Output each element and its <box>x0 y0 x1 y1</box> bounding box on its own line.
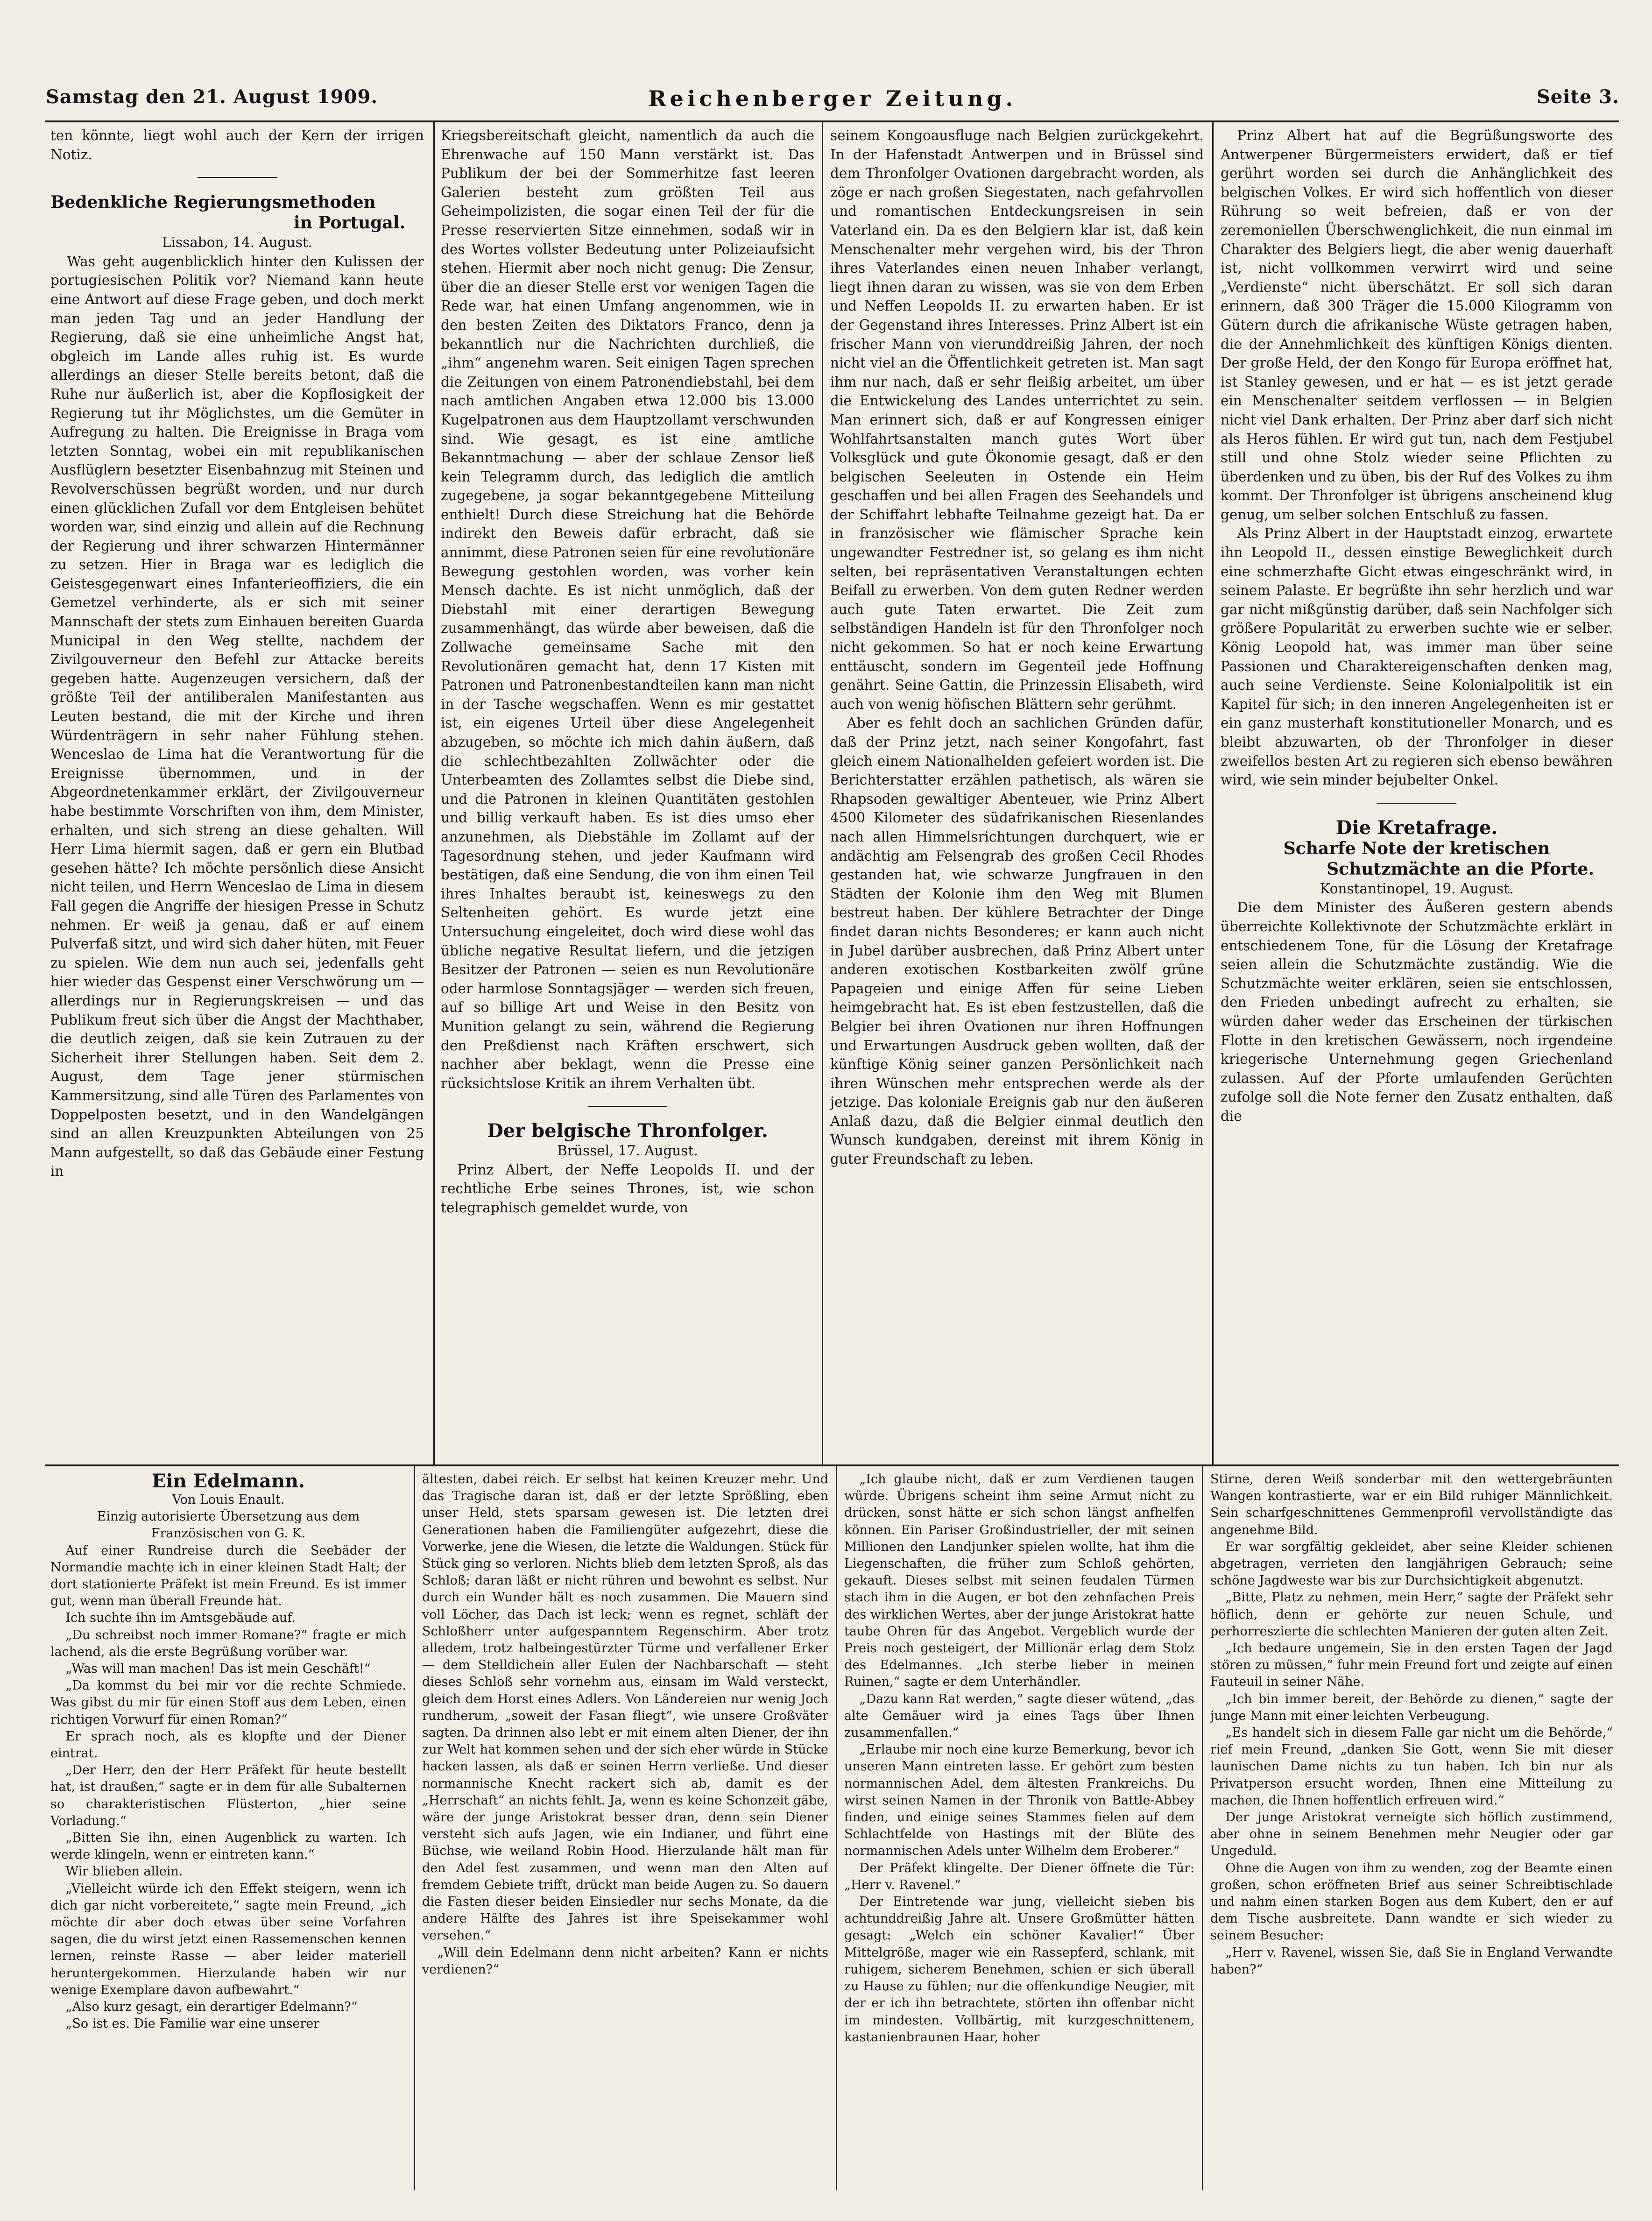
story-paragraph: Wir blieben allein. <box>65 1864 183 1879</box>
story-paragraph: „Also kurz gesagt, ein derartiger Edelmann?“ <box>65 2000 358 2015</box>
column-rule <box>1202 1466 1203 2190</box>
newspaper-name: Reichenberger Zeitung. <box>648 86 1017 111</box>
article-paragraph: Kriegsbereitschaft gleicht, namentlich da auch die Ehrenwache auf 150 Mann verstärkt ist. Das Publikum der bei der Sommerhitze fast leeren Galerien besteht zum größten Teil aus Geheimpolizisten, die sogar einen Teil der für die Presse reservierten Sitze einnehmen, sodaß wir in des Wortes vollster Bedeutung unter Polizeiaufsicht stehen. Hiermit aber noch nicht genug: Die Zensur, über die an dieser Stelle erst vor wenigen Tagen die Rede war, hat einen Umfang angenommen, wie in den besten Zeiten des Diktators Franco, denn ja bekanntlich nur die Nachrichten durchließ, die „ihm“ angenehm waren. Seit einigen Tagen sprechen die Zeitungen von einem Patronendiebstahl, bei dem nach amtlichen Angaben etwa 12.000 bis 13.000 Kugelpatronen aus dem Hauptzollamt verschwunden sind. Wie gesagt, es ist eine amtliche Bekanntmachung — aber der schlaue Zensor ließ kein Telegramm durch, das lediglich die amtlich zugegebene, ja sogar bekanntgegebene Mitteilung enthielt! Durch diese Streichung hat die Behörde indirekt den Beweis dafür erbracht, daß sie annimmt, diese Patronen seien für eine revolutionäre Bewegung gestohlen worden, was vorher kein Mensch dachte. Es ist nicht unmöglich, daß der Diebstahl mit einer derartigen Bewegung zusammenhängt, das würde aber beweisen, daß die Zollwache gemeinsame Sache mit den Revolutionären gemacht hat, denn 17 Kisten mit Patronen und Patronenbestandteilen kann man nicht in der Tasche wegschaffen. Wenn es mir gestattet ist, ein eigenes Urteil über diese Angelegenheit abzugeben, so möchte ich mich dahin äußern, daß die schlechtbezahlten Zollwächter oder die Unterbeamten des Zollamtes selbst die Diebe sind, und die Patronen in kleinen Quantitäten gestohlen und billig verkauft haben. Es ist dies umso eher anzunehmen, als Diebstähle im Zollamt auf der Tagesordnung stehen, und jeder Kaufmann wird bestätigen, daß eine Sendung, die von ihm einen Teil ihres Inhaltes beraubt ist, keineswegs zu den Seltenheiten gehört. Es wurde jetzt eine Untersuchung eingeleitet, doch wird diese wohl das übliche negative Resultat liefern, und die jetzigen Besitzer der Patronen — seien es nun Revolutionäre oder harmlose Sonntagsjäger — werden sich freuen, auf so billige Art und Weise in den Besitz von Munition gelangt zu sein, während die Regierung den Preßdienst nach Kräften erschwert, sich nachher aber beklagt, wenn die Presse eine rücksichtslose Kritik an ihrem Verhalten übt. <box>441 127 814 1091</box>
article-paragraph: Die dem Minister des Äußeren gestern abends überreichte Kollektivnote der Schutzmächte erklärt in entschiedenem Tone, für die Lösung der Kretafrage seien allein die Schutzmächte zuständig. Wie die Schutzmächte weiter erklären, seien sie entschlossen, den Frieden unbedingt aufrecht zu erhalten, sie würden daher weder das Erscheinen der türkischen Flotte in den kretischen Gewässern, noch irgendeine kriegerische Unternehmung gegen Griechenland zulassen. Auf der Pforte umlaufenden Gerüchten zufolge soll die Note ferner den Zusatz enthalten, daß die <box>1221 899 1613 1124</box>
feuilleton-rule <box>45 1464 1619 1466</box>
story-paragraph: „Vielleicht würde ich den Effekt steigern, wenn ich dich gar nicht vorbereitete,“ sagte mein Freund, „ich möchte dir aber doch etwas über seine Vorfahren sagen, die du wirst jetzt einen Rassemenschen kennen lernen, reinste Rasse — aber leider materiell heruntergekommen. Hierzulande haben wir nur wenige Exemplare davon aufbewahrt.“ <box>50 1881 406 1997</box>
issue-date: Samstag den 21. August 1909. <box>46 86 378 108</box>
masthead <box>46 82 1619 120</box>
feuilleton-column-2 <box>422 1471 828 2190</box>
article-title: Bedenkliche Regierungsmethoden <box>50 192 376 212</box>
story-paragraph: Er sprach noch, als es klopfte und der Diener eintrat. <box>50 1729 406 1761</box>
column-rule <box>1212 122 1214 1464</box>
story-paragraph: „So ist es. Die Familie war eine unserer <box>65 2016 320 2031</box>
article-column-1 <box>50 126 424 1462</box>
story-paragraph: „Da kommst du bei mir vor die rechte Schmiede. Was gibst du mir für einen Stoff aus dem Leben, einen richtigen Vorwurf für einen Roman?“ <box>50 1678 406 1727</box>
article-subtitle-line2: Schutzmächte an die Pforte. <box>1327 859 1594 879</box>
story-paragraph: Er war sorgfältig gekleidet, aber seine Kleider schienen abgetragen, verrieten den langjährigen Gebrauch; seine schöne Jagdweste war bis zur Durchsichtigkeit abgenutzt. <box>1210 1539 1613 1588</box>
article-paragraph: Was geht augenblicklich hinter den Kulissen der portugiesischen Politik vor? Niemand kann heute eine Antwort auf diese Frage geben, und doch merkt man jeden Tag und an jeder Handlung der Regierung, daß sie eine unheimliche Angst hat, obgleich im Lande alles ruhig ist. Es wurde allerdings an dieser Stelle bereits betont, daß die Ruhe nur äußerlich ist, aber die Kopflosigkeit der Regierung tut ihr Möglichstes, um die Gemüter in Aufregung zu halten. Die Ereignisse in Braga vom letzten Sonntag, wobei ein mit republikanischen Ausflüglern besetzter Eisenbahnzug mit Steinen und Revolverschüssen begrüßt worden, und nur durch einen glücklichen Zufall vor dem Entgleisen behütet worden war, sind einzig und allein auf die Rechnung der Regierung und ihrer schwarzen Hintermänner zu setzen. Hier in Braga war es lediglich die Geistesgegenwart eines Infanterieoffiziers, die ein Gemetzel verhinderte, als er sich mit seiner Mannschaft der stets zum Einhauen bereiten Guarda Municipal in den Weg stellte, nachdem der Zivilgouverneur den Befehl zur Attacke bereits gegeben hatte. Augenzeugen versichern, daß der größte Teil der antiliberalen Manifestanten aus Leuten bestand, die mit der Kirche und ihren Würdenträgern in sehr naher Fühlung stehen. Wenceslao de Lima hat die Verantwortung für die Ereignisse übernommen, und in der Abgeordnetenkammer erklärt, der Zivilgouverneur habe bestimmte Vorschriften von ihm, dem Minister, erhalten, und sich streng an diese gehalten. Will Herr Lima hiermit sagen, daß er gern ein Blutbad gesehen hätte? Ich möchte persönlich diese Ansicht nicht teilen, und Herrn Wenceslao de Lima in diesem Fall gegen die Angriffe der hiesigen Presse in Schutz nehmen. Er weiß ja genau, daß er auf einem Pulverfaß sitzt, und wird sich daher hüten, mit Feuer zu spielen. Wie dem nun auch sei, jedenfalls geht hier wieder das Gespenst einer Verschwörung um — allerdings nur in Regierungskreisen — und das Publikum freut sich über die Angst der Machthaber, die deutlich zeigen, daß sie kein Zutrauen zu der Sicherheit ihrer Stellungen haben. Seit dem 2. August, dem Tage jener stürmischen Kammersitzung, sind alle Türen des Parlamentes von Doppelposten besetzt, und in den Wandelgängen sind an allen Kreuzpunkten Abteilungen von 25 Mann aufgestellt, so daß das Gebäude einer Festung in <box>50 253 424 1180</box>
separator <box>1377 803 1456 804</box>
feuilleton-author: Von Louis Enault. <box>172 1492 285 1507</box>
column-rule <box>822 122 823 1464</box>
article-column-3 <box>830 126 1204 1462</box>
dateline: Konstantinopel, 19. August. <box>1320 880 1514 897</box>
story-paragraph: „Du schreibst noch immer Romane?“ fragte er mich lachend, als die erste Begrüßung vorüber war. <box>50 1627 406 1659</box>
feuilleton-title: Ein Edelmann. <box>151 1471 305 1492</box>
column-rule <box>836 1466 837 2190</box>
story-paragraph: Ohne die Augen von ihm zu wenden, zog der Beamte einen großen, schon eröffneten Brief aus seiner Schreibtischlade und nahm einen starken Bogen aus dem Kubert, den er auf dem Tische ausbreitete. Dann wandte er sich wieder zu seinem Besucher: <box>1210 1860 1613 1943</box>
feuilleton-column-4 <box>1210 1471 1613 2190</box>
story-paragraph: „Herr v. Ravenel, wissen Sie, daß Sie in England Verwandte haben?“ <box>1210 1945 1613 1977</box>
article-paragraph: Prinz Albert hat auf die Begrüßungsworte des Antwerpener Bürgermeisters erwidert, daß er tief gerührt worden sei durch die Anhänglichkeit des belgischen Volkes. Er wird sich hoffentlich von dieser Rührung so weit befreien, daß er von der zeremoniellen Überschwenglichkeit, die nun einmal im Charakter des Belgiers liegt, die aber wenig dauerhaft ist, nicht vollkommen verwirrt wird und seine „Verdienste“ nicht überschätzt. Er soll sich daran erinnern, daß 300 Träger die 15.000 Kilogramm von Gütern durch die afrikanische Wüste getragen haben, die der Annehmlichkeit des künftigen Königs dienten. Der große Held, der den Kongo für Europa eröffnet hat, ist Stanley gewesen, und er hat — es ist jetzt gerade ein Menschenalter seitdem verflossen — in Belgien nicht viel Dank erhalten. Der Prinz aber darf sich nicht als Heros fühlen. Er wird gut tun, nach dem Festjubel still und ohne Stolz wieder seine Pflichten zu überdenken und zu üben, bis der Ruf des Volkes zu ihm kommt. Der Thronfolger ist übrigens anscheinend klug genug, um selber solchen Entschluß zu fassen. <box>1221 127 1613 523</box>
story-paragraph: Der junge Aristokrat verneigte sich höflich zustimmend, aber ohne in seinem Benehmen mehr Neugier oder gar Ungeduld. <box>1210 1810 1613 1859</box>
article-paragraph: seinem Kongoausfluge nach Belgien zurückgekehrt. In der Hafenstadt Antwerpen und in Brüssel sind dem Thronfolger Ovationen dargebracht worden, als zöge er nach großen Siegestaten, nach gefahrvollen und romantischen Entdeckungsreisen in sein Vaterland ein. Da es den Belgiern klar ist, daß kein Menschenalter mehr vergehen wird, bis der Thron ihres Vaterlandes einen neuen Inhaber verlangt, liegt ihnen daran zu wissen, was sie von dem Erben und Neffen Leopolds II. zu erwarten haben. Er ist der Gegenstand ihres Interesses. Prinz Albert ist ein frischer Mann von vierunddreißig Jahren, der noch nicht viel an die Öffentlichkeit getreten ist. Man sagt ihm nur nach, daß er sehr fleißig arbeitet, um über die Entwickelung des Landes unterrichtet zu sein. Man erinnert sich, daß er auf Kongressen einiger Wohlfahrtsanstalten manch gutes Wort über Volksglück und gute Ökonomie gesagt, daß er den belgischen Seeleuten in Ostende ein Heim geschaffen und bei allen Fragen des Seehandels und der Schiffahrt lebhafte Teilnahme gezeigt hat. Da er in französischer wie flämischer Sprache kein ungewandter Festredner ist, so gelang es ihm nicht selten, bei repräsentativen Veranstaltungen echten Beifall zu erwerben. Von dem guten Redner werden auch gute Taten erwartet. Die Zeit zum selbständigen Handeln ist für den Thronfolger noch nicht gekommen. So hat er noch keine Erwartung enttäuscht, sondern im Gegenteil jede Hoffnung genährt. Seine Gattin, die Prinzessin Elisabeth, wird auch von wenig höfischen Blättern sehr gerühmt. <box>830 127 1204 712</box>
article-fragment: ten könnte, liegt wohl auch der Kern der irrigen Notiz. <box>50 127 424 163</box>
article-subtitle: Scharfe Note der kretischen <box>1283 838 1550 858</box>
article-title: Der belgische Thronfolger. <box>487 1120 768 1142</box>
column-rule <box>414 1466 415 2190</box>
story-paragraph: Ich suchte ihn im Amtsgebäude auf. <box>65 1611 296 1626</box>
story-paragraph: ältesten, dabei reich. Er selbst hat keinen Kreuzer mehr. Und das Tragische daran ist, daß er der letzte Sprößling, eben unser Held, stets sparsam gewesen ist. Die letzten drei Generationen haben die Familiengüter aufgezehrt, diese die Vorwerke, jene die Wiesen, die letzte die Waldungen. Stück für Stück ging so verloren. Nichts blieb dem letzten Sproß, als das Schloß; daran läßt er nicht rühren und bewohnt es selbst. Nur durch ein Wunder hält es noch zusammen. Die Mauern sind voll Löcher, das Dach ist leck; wenn es regnet, schläft der Schloßherr unter aufgespanntem Regenschirm. Aber trotz alledem, trotz halbeingestürzter Türme und verfallener Erker — dem Stelldichein aller Eulen der Nachbarschaft — steht dieses Schloß sehr vornehm aus, einsam im Wald versteckt, gleich dem Horst eines Adlers. Von Ländereien nur wenig Joch rundherum, „soweit der Fasan fliegt“, wie unsere Großväter sagten. Da drinnen also lebt er mit einem alten Diener, der ihn zur Welt hat kommen sehen und der sich eher würde in Stücke hacken lassen, als daß er seinen Herrn verließe. Und dieser normannische Knecht rackert sich ab, damit es der „Herrschaft“ an nichts fehlt. Ja, wenn es keine Schonzeit gäbe, wäre der junge Aristokrat besser dran, denn sein Diener versteht sich aufs Jagen, wie ein Indianer, und führt eine Büchse, wie weiland Robin Hood. Hierzulande hält man für den Adel fest zusammen, und wenn man den Alten auf fremdem Gebiete trifft, drückt man beide Augen zu. So dauern die Fasten dieser beiden Einsiedler nur sechs Monate, da die andere Hälfte des Jahres ist ihre Speisekammer wohl versehen.“ <box>422 1472 828 1943</box>
column-rule <box>433 122 435 1464</box>
story-paragraph: Stirne, deren Weiß sonderbar mit den wettergebräunten Wangen kontrastierte, war er ein Bild ruhiger Männlichkeit. Sein scharfgeschnittenes Gemmenprofil vervollständigte das angenehme Bild. <box>1210 1472 1613 1537</box>
feuilleton-column-1 <box>50 1471 406 2190</box>
story-paragraph: „Will dein Edelmann denn nicht arbeiten? Kann er nichts verdienen?“ <box>422 1945 828 1977</box>
story-paragraph: „Es handelt sich in diesem Falle gar nicht um die Behörde,“ rief mein Freund, „danken Sie Gott, wenn Sie mit dieser launischen Dame nichts zu tun haben. Ich bin nur als Privatperson ersucht worden, Ihnen eine Mitteilung zu machen, die Ihnen hoffentlich erfreuen wird.“ <box>1210 1726 1613 1808</box>
dateline: Lissabon, 14. August. <box>162 234 313 251</box>
story-paragraph: „Ich bedaure ungemein, Sie in den ersten Tagen der Jagd stören zu müssen,“ fuhr mein Freund fort und zeigte auf einen Fauteuil in seiner Nähe. <box>1210 1641 1613 1690</box>
story-paragraph: „Erlaube mir noch eine kurze Bemerkung, bevor ich unseren Mann eintreten lasse. Er gehört zum besten normannischen Adel, dem ältesten Frankreichs. Du wirst seinen Namen in der Thronik von Battle-Abbey finden, und einige seines Stammes fielen auf dem Schlachtfelde von Hastings mit der Blüte des normannischen Adels unter Wilhelm dem Eroberer.“ <box>844 1742 1194 1859</box>
story-paragraph: „Was will man machen! Das ist mein Geschäft!“ <box>65 1662 371 1676</box>
story-paragraph: „Dazu kann Rat werden,“ sagte dieser wütend, „das alte Gemäuer wird ja eines Tags über Ihnen zusammenfallen.“ <box>844 1691 1194 1740</box>
article-paragraph: Als Prinz Albert in der Hauptstadt einzog, erwartete ihn Leopold II., dessen einstige Beweglichkeit durch eine schmerzhafte Gicht etwas eingeschränkt wird, in seinem Palaste. Er begrüßte ihn sehr herzlich und war gar nicht mißgünstig darüber, daß sein Nachfolger sich größere Popularität zu erwerben suchte wie er selber. König Leopold hat, was immer man über seine Passionen und Charaktereigenschaften denken mag, auch seine Verdienste. Seine Kolonialpolitik ist ein Kapitel für sich; in den inneren Angelegenheiten ist er ein ganz musterhaft konstitutioneller Monarch, und es bleibt abzuwarten, ob der Thronfolger in dieser zweifellos besten Art zu regieren sich ebenso bewähren wird, wie sein minder bejubelter Onkel. <box>1221 525 1613 788</box>
story-paragraph: Auf einer Rundreise durch die Seebäder der Normandie machte ich in einer kleinen Stadt Halt; der dort stationierte Präfekt ist mein Freund. Es ist immer gut, wenn man überall Freunde hat. <box>50 1543 406 1609</box>
story-paragraph: „Bitte, Platz zu nehmen, mein Herr,“ sagte der Präfekt sehr höflich, denn er gehörte zur neuen Schule, und perhorreszierte die schlechten Manieren der guten alten Zeit. <box>1210 1590 1613 1639</box>
story-paragraph: „Bitten Sie ihn, einen Augenblick zu warten. Ich werde klingeln, wenn er eintreten kann.“ <box>50 1831 406 1862</box>
separator <box>198 177 277 178</box>
article-column-2 <box>441 126 814 1462</box>
story-paragraph: „Ich glaube nicht, daß er zum Verdienen taugen würde. Übrigens scheint ihm seine Armut nicht zu drücken, sonst hätte er sich schon längst anfhelfen können. Ein Pariser Großindustrieller, der mit seinen Millionen den Landjunker spielen wollte, hat ihm die Liegenschaften, die früher zum Schloß gehörten, gekauft. Dieses selbst mit seinen feudalen Türmen stach ihm in die Augen, er bot den zehnfachen Preis des wirklichen Wertes, aber der junge Aristokrat hatte taube Ohren für das Angebot. Vergeblich wurde der Preis noch gesteigert, der Millionär erlag dem Stolz des Edelmannes. „Ich sterbe lieber in meinen Ruinen,“ sagte er dem Unterhändler. <box>844 1472 1194 1690</box>
story-paragraph: Der Präfekt klingelte. Der Diener öffnete die Tür: „Herr v. Ravenel.“ <box>844 1860 1194 1892</box>
story-paragraph: „Der Herr, den der Herr Präfekt für heute bestellt hat, ist draußen,“ sagte er in dem für alle Subalternen so charakteristischen Flüsterton, „hier seine Vorladung.“ <box>50 1763 406 1828</box>
page-number: Seite 3. <box>1536 86 1619 108</box>
article-title-line2: in Portugal. <box>294 213 405 233</box>
story-paragraph: Der Eintretende war jung, vielleicht sieben bis achtunddreißig Jahre alt. Unsere Großmütter hätten gesagt: „Welch ein schöner Kavalier!“ Über Mittelgröße, mager wie ein Rassepferd, schlank, mit ruhigem, sicherem Benehmen, schien er sich überall zu Hause zu fühlen; nur die offenkundige Neugier, mit der er ich ihn betrachtete, störten ihn offenbar nicht im mindesten. Vollbärtig, mit kurzgeschnittenem, kastanienbraunen Haar, hoher <box>844 1895 1194 2044</box>
article-paragraph: Aber es fehlt doch an sachlichen Gründen dafür, daß der Prinz jetzt, nach seiner Kongofahrt, fast gleich einem Nationalhelden gefeiert worden ist. Die Berichterstatter erzählen pathetisch, als wären sie Rhapsoden gewaltiger Abenteuer, wie Prinz Albert 4500 Kilometer des südafrikanischen Riesenlandes nach allen Himmelsrichtungen durchquert, wie er andächtig am Felsengrab des großen Cecil Rhodes gestanden hat, wie schwarze Jungfrauen in den Städten der Kolonie ihm den Weg mit Blumen bestreut haben. Der kühlere Betrachter der Dinge findet daran nichts Besonderes; er kann auch nicht in Jubel darüber ausbrechen, daß Prinz Albert unter anderen exotischen Kostbarkeiten zwölf grüne Papageien und einige Affen für seine Lieben heimgebracht hat. Es ist eben festzustellen, daß die Belgier bei ihren Ovationen nur ihren Hoffnungen und Erwartungen Ausdruck geben wollten, daß der künftige König seiner ganzen Persönlichkeit nach ihren Wünschen mehr entsprechen werde als der jetzige. Das koloniale Ereignis gab nur den äußeren Anlaß dazu, daß die Belgier einmal deutlich den Wunsch kundgaben, dereinst mit ihrem König in guter Freundschaft zu leben. <box>830 715 1204 1167</box>
story-paragraph: „Ich bin immer bereit, der Behörde zu dienen,“ sagte der junge Mann mit einer leichten Verbeugung. <box>1210 1691 1613 1723</box>
feuilleton-column-3 <box>844 1471 1194 2190</box>
article-title: Die Kretafrage. <box>1335 816 1498 839</box>
masthead-rule <box>45 120 1619 122</box>
article-paragraph: Prinz Albert, der Neffe Leopolds II. und der rechtliche Erbe seines Thrones, ist, wie schon telegraphisch gemeldet wurde, von <box>441 1161 814 1216</box>
dateline: Brüssel, 17. August. <box>557 1143 698 1159</box>
article-column-4 <box>1221 126 1613 1462</box>
separator <box>588 1106 667 1107</box>
translation-note: Einzig autorisierte Übersetzung aus dem Französischen von G. K. <box>97 1509 360 1541</box>
